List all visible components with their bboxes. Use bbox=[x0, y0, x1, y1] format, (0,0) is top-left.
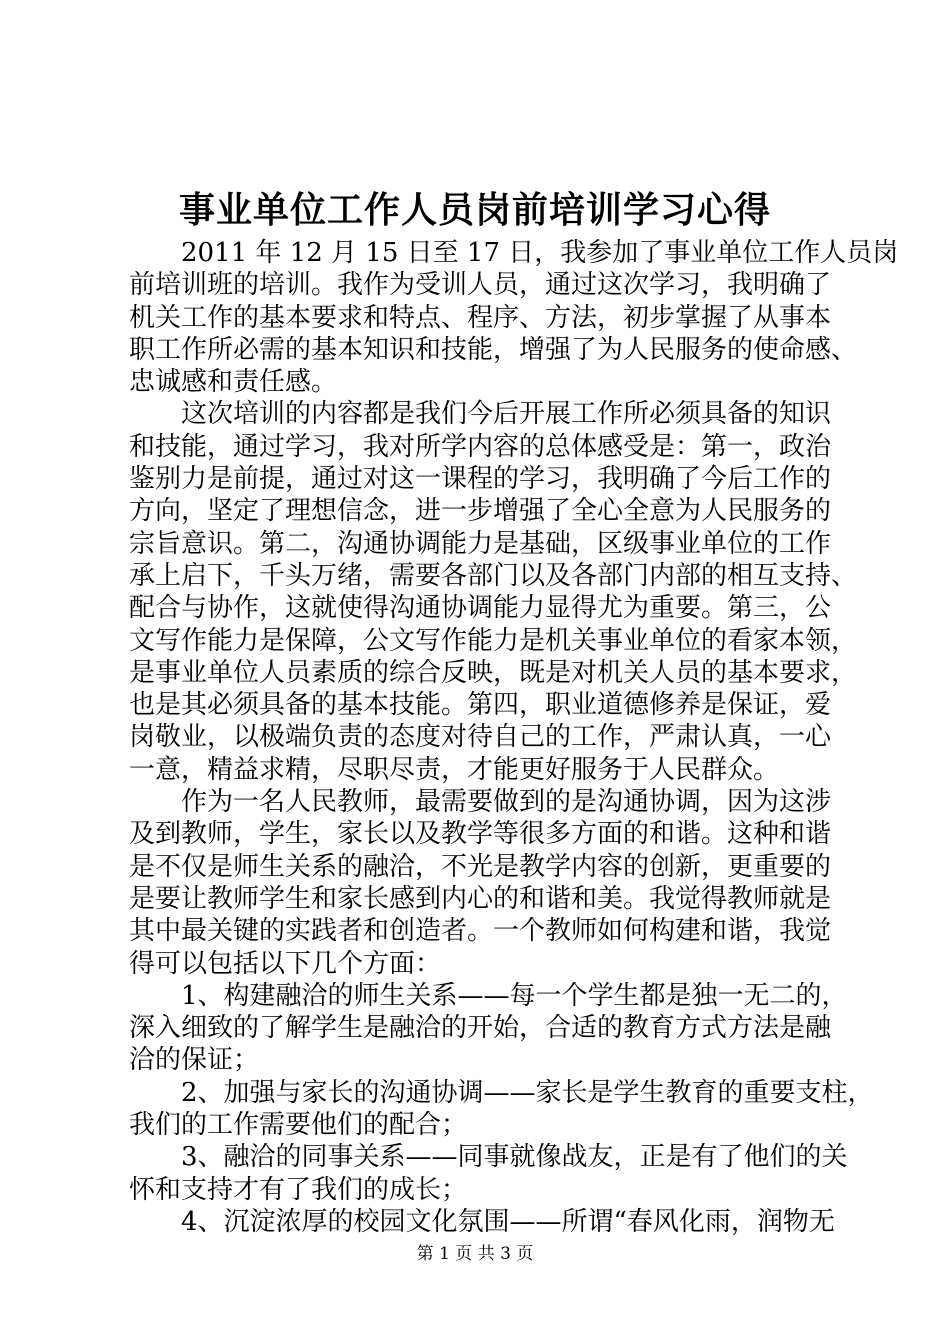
page-number-footer: 第 1 页 共 3 页 bbox=[416, 1244, 534, 1264]
text-line: 2、加强与家长的沟通协调——家长是学生教育的重要支柱， bbox=[181, 1077, 874, 1108]
text-line: 职工作所必需的基本知识和技能，增强了为人民服务的使命感、 bbox=[129, 334, 858, 365]
text-line: 一意，精益求精，尽职尽责，才能更好服务于人民群众。 bbox=[129, 754, 780, 785]
text-line: 我们的工作需要他们的配合； bbox=[129, 1110, 468, 1141]
text-line: 深入细致的了解学生是融洽的开始，合适的教育方式方法是融 bbox=[129, 1013, 832, 1044]
list-item-4 bbox=[129, 1206, 835, 1238]
document-body bbox=[129, 237, 899, 1238]
paragraph-3 bbox=[129, 786, 832, 980]
text-line: 鉴别力是前提，通过对这一课程的学习，我明确了今后工作的 bbox=[129, 464, 832, 495]
text-line: 这次培训的内容都是我们今后开展工作所必须具备的知识 bbox=[181, 399, 832, 430]
text-line: 是事业单位人员素质的综合反映，既是对机关人员的基本要求， bbox=[129, 657, 858, 688]
document-title: 事业单位工作人员岗前培训学习心得 bbox=[178, 189, 771, 231]
list-item-1 bbox=[129, 980, 848, 1077]
text-line: 宗旨意识。第二，沟通协调能力是基础，区级事业单位的工作 bbox=[129, 528, 832, 559]
text-line: 怀和支持才有了我们的成长； bbox=[129, 1174, 468, 1205]
text-line: 忠诚感和责任感。 bbox=[129, 367, 338, 398]
text-line: 洽的保证； bbox=[129, 1045, 260, 1076]
text-line: 是要让教师学生和家长感到内心的和谐和美。我觉得教师就是 bbox=[129, 883, 832, 914]
text-line: 岗敬业，以极端负责的态度对待自己的工作，严肃认真，一心 bbox=[129, 722, 832, 753]
text-line: 文写作能力是保障，公文写作能力是机关事业单位的看家本领， bbox=[129, 625, 858, 656]
text-line: 机关工作的基本要求和特点、程序、方法，初步掌握了从事本 bbox=[129, 302, 832, 333]
list-item-2 bbox=[129, 1077, 874, 1142]
text-line: 承上启下，千头万绪，需要各部门以及各部门内部的相互支持、 bbox=[129, 560, 858, 591]
text-line: 也是其必须具备的基本技能。第四，职业道德修养是保证，爱 bbox=[129, 690, 832, 721]
text-line: 前培训班的培训。我作为受训人员，通过这次学习，我明确了 bbox=[129, 270, 832, 301]
text-line: 配合与协作，这就使得沟通协调能力显得尤为重要。第三，公 bbox=[129, 593, 832, 624]
list-item-3 bbox=[129, 1141, 848, 1206]
text-line: 其中最关键的实践者和创造者。一个教师如何构建和谐，我觉 bbox=[129, 916, 832, 947]
text-line: 方向，坚定了理想信念，进一步增强了全心全意为人民服务的 bbox=[129, 496, 832, 527]
text-line: 2011 年 12 月 15 日至 17 日，我参加了事业单位工作人员岗 bbox=[181, 238, 899, 268]
text-line: 得可以包括以下几个方面： bbox=[129, 948, 442, 979]
text-line: 和技能，通过学习，我对所学内容的总体感受是：第一，政治 bbox=[129, 431, 832, 462]
text-line: 是不仅是师生关系的融洽，不光是教学内容的创新，更重要的 bbox=[129, 851, 832, 882]
text-line: 1、构建融洽的师生关系——每一个学生都是独一无二的， bbox=[181, 980, 848, 1011]
paragraph-2 bbox=[129, 398, 858, 786]
paragraph-1 bbox=[129, 237, 899, 398]
text-line: 作为一名人民教师，最需要做到的是沟通协调，因为这涉 bbox=[181, 787, 832, 818]
text-line: 4、沉淀浓厚的校园文化氛围——所谓“春风化雨，润物无 bbox=[181, 1206, 835, 1237]
text-line: 3、融洽的同事关系——同事就像战友，正是有了他们的关 bbox=[181, 1142, 848, 1173]
text-line: 及到教师，学生，家长以及教学等很多方面的和谐。这种和谐 bbox=[129, 819, 832, 850]
